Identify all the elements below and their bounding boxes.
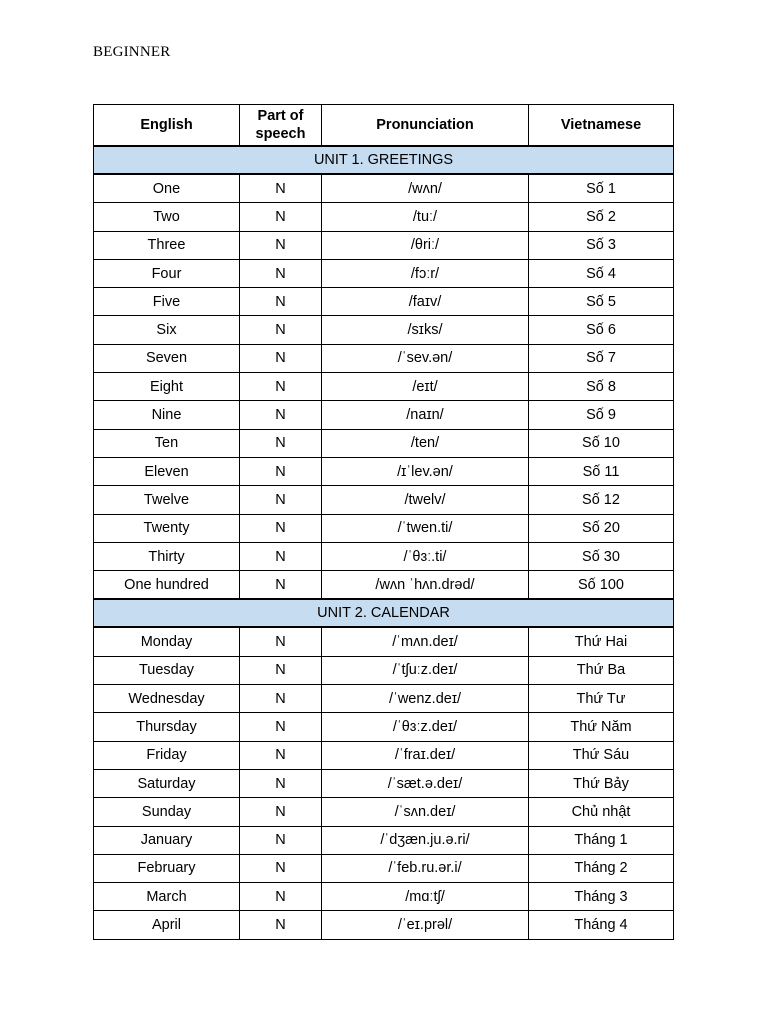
cell-part-of-speech: N xyxy=(240,373,322,401)
cell-vietnamese: Chủ nhật xyxy=(529,798,674,826)
cell-english: Twelve xyxy=(94,486,240,514)
cell-part-of-speech: N xyxy=(240,288,322,316)
table-row xyxy=(94,457,674,485)
table-body xyxy=(94,146,674,939)
cell-vietnamese: Số 6 xyxy=(529,316,674,344)
cell-english: Tuesday xyxy=(94,656,240,684)
cell-pronunciation: /θriː/ xyxy=(322,231,529,259)
cell-part-of-speech: N xyxy=(240,627,322,656)
cell-pronunciation: /ˈsev.ən/ xyxy=(322,344,529,372)
cell-part-of-speech: N xyxy=(240,656,322,684)
table-row xyxy=(94,401,674,429)
cell-english: Two xyxy=(94,203,240,231)
cell-pronunciation: /ˈtʃuːz.deɪ/ xyxy=(322,656,529,684)
cell-english: Monday xyxy=(94,627,240,656)
table-row xyxy=(94,883,674,911)
table-row xyxy=(94,344,674,372)
cell-vietnamese: Số 8 xyxy=(529,373,674,401)
cell-vietnamese: Thứ Sáu xyxy=(529,741,674,769)
cell-pronunciation: /wʌn/ xyxy=(322,174,529,203)
table-row xyxy=(94,627,674,656)
cell-english: Friday xyxy=(94,741,240,769)
cell-vietnamese: Số 20 xyxy=(529,514,674,542)
cell-vietnamese: Tháng 2 xyxy=(529,854,674,882)
cell-vietnamese: Số 5 xyxy=(529,288,674,316)
cell-pronunciation: /mɑːtʃ/ xyxy=(322,883,529,911)
cell-vietnamese: Số 2 xyxy=(529,203,674,231)
cell-part-of-speech: N xyxy=(240,486,322,514)
cell-vietnamese: Số 100 xyxy=(529,571,674,600)
cell-english: Eight xyxy=(94,373,240,401)
unit-title: UNIT 2. CALENDAR xyxy=(94,599,674,627)
cell-vietnamese: Thứ Hai xyxy=(529,627,674,656)
cell-part-of-speech: N xyxy=(240,203,322,231)
cell-english: Wednesday xyxy=(94,685,240,713)
table-row xyxy=(94,203,674,231)
cell-english: Ten xyxy=(94,429,240,457)
table-row xyxy=(94,429,674,457)
cell-vietnamese: Tháng 4 xyxy=(529,911,674,939)
table-row xyxy=(94,373,674,401)
cell-english: March xyxy=(94,883,240,911)
table-row xyxy=(94,656,674,684)
cell-pronunciation: /ɪˈlev.ən/ xyxy=(322,457,529,485)
table-row xyxy=(94,486,674,514)
unit-header-row xyxy=(94,599,674,627)
cell-part-of-speech: N xyxy=(240,685,322,713)
cell-english: Twenty xyxy=(94,514,240,542)
cell-english: One xyxy=(94,174,240,203)
cell-vietnamese: Số 10 xyxy=(529,429,674,457)
cell-vietnamese: Số 9 xyxy=(529,401,674,429)
table-row xyxy=(94,514,674,542)
cell-vietnamese: Thứ Tư xyxy=(529,685,674,713)
cell-part-of-speech: N xyxy=(240,401,322,429)
cell-english: Sunday xyxy=(94,798,240,826)
cell-vietnamese: Số 30 xyxy=(529,542,674,570)
cell-pronunciation: /sɪks/ xyxy=(322,316,529,344)
cell-english: Five xyxy=(94,288,240,316)
cell-pronunciation: /tuː/ xyxy=(322,203,529,231)
cell-english: Seven xyxy=(94,344,240,372)
header-pronunciation: Pronunciation xyxy=(322,105,529,147)
cell-pronunciation: /fɔːr/ xyxy=(322,259,529,287)
unit-header-row xyxy=(94,146,674,174)
cell-part-of-speech: N xyxy=(240,429,322,457)
table-row xyxy=(94,288,674,316)
table-row xyxy=(94,316,674,344)
table-row xyxy=(94,741,674,769)
cell-vietnamese: Thứ Bảy xyxy=(529,769,674,797)
unit-title: UNIT 1. GREETINGS xyxy=(94,146,674,174)
cell-english: Nine xyxy=(94,401,240,429)
cell-part-of-speech: N xyxy=(240,798,322,826)
cell-vietnamese: Số 7 xyxy=(529,344,674,372)
header-english: English xyxy=(94,105,240,147)
cell-part-of-speech: N xyxy=(240,883,322,911)
cell-part-of-speech: N xyxy=(240,826,322,854)
cell-part-of-speech: N xyxy=(240,911,322,939)
cell-vietnamese: Số 3 xyxy=(529,231,674,259)
table-row xyxy=(94,713,674,741)
cell-pronunciation: /twelv/ xyxy=(322,486,529,514)
cell-english: Four xyxy=(94,259,240,287)
header-row xyxy=(94,105,674,147)
cell-vietnamese: Số 11 xyxy=(529,457,674,485)
cell-pronunciation: /ten/ xyxy=(322,429,529,457)
cell-pronunciation: /faɪv/ xyxy=(322,288,529,316)
cell-pronunciation: /ˈtwen.ti/ xyxy=(322,514,529,542)
table-row xyxy=(94,826,674,854)
cell-english: Eleven xyxy=(94,457,240,485)
cell-vietnamese: Tháng 1 xyxy=(529,826,674,854)
cell-english: April xyxy=(94,911,240,939)
cell-pronunciation: /ˈθɜː.ti/ xyxy=(322,542,529,570)
cell-part-of-speech: N xyxy=(240,231,322,259)
cell-english: Thursday xyxy=(94,713,240,741)
cell-part-of-speech: N xyxy=(240,854,322,882)
cell-part-of-speech: N xyxy=(240,457,322,485)
cell-vietnamese: Tháng 3 xyxy=(529,883,674,911)
cell-english: Thirty xyxy=(94,542,240,570)
cell-part-of-speech: N xyxy=(240,542,322,570)
cell-english: One hundred xyxy=(94,571,240,600)
table-row xyxy=(94,911,674,939)
table-row xyxy=(94,542,674,570)
cell-part-of-speech: N xyxy=(240,713,322,741)
table-row xyxy=(94,174,674,203)
table-row xyxy=(94,571,674,600)
cell-pronunciation: /eɪt/ xyxy=(322,373,529,401)
level-heading: BEGINNER xyxy=(93,44,171,60)
cell-part-of-speech: N xyxy=(240,514,322,542)
cell-vietnamese: Thứ Ba xyxy=(529,656,674,684)
cell-part-of-speech: N xyxy=(240,741,322,769)
cell-english: Three xyxy=(94,231,240,259)
cell-vietnamese: Số 12 xyxy=(529,486,674,514)
cell-english: February xyxy=(94,854,240,882)
cell-pronunciation: /ˈθɜːz.deɪ/ xyxy=(322,713,529,741)
cell-english: Six xyxy=(94,316,240,344)
cell-vietnamese: Số 1 xyxy=(529,174,674,203)
cell-pronunciation: /ˈsæt.ə.deɪ/ xyxy=(322,769,529,797)
cell-part-of-speech: N xyxy=(240,316,322,344)
cell-pronunciation: /ˈsʌn.deɪ/ xyxy=(322,798,529,826)
table-row xyxy=(94,231,674,259)
cell-pronunciation: /naɪn/ xyxy=(322,401,529,429)
cell-pronunciation: /wʌn ˈhʌn.drəd/ xyxy=(322,571,529,600)
cell-english: Saturday xyxy=(94,769,240,797)
header-vietnamese: Vietnamese xyxy=(529,105,674,147)
vocabulary-table xyxy=(93,104,674,940)
cell-pronunciation: /ˈfraɪ.deɪ/ xyxy=(322,741,529,769)
table-row xyxy=(94,854,674,882)
cell-pronunciation: /ˈwenz.deɪ/ xyxy=(322,685,529,713)
cell-part-of-speech: N xyxy=(240,174,322,203)
cell-part-of-speech: N xyxy=(240,571,322,600)
table-row xyxy=(94,685,674,713)
cell-part-of-speech: N xyxy=(240,259,322,287)
cell-pronunciation: /ˈdʒæn.ju.ə.ri/ xyxy=(322,826,529,854)
cell-pronunciation: /ˈmʌn.deɪ/ xyxy=(322,627,529,656)
cell-pronunciation: /ˈfeb.ru.ər.i/ xyxy=(322,854,529,882)
table-row xyxy=(94,769,674,797)
cell-pronunciation: /ˈeɪ.prəl/ xyxy=(322,911,529,939)
cell-english: January xyxy=(94,826,240,854)
cell-vietnamese: Thứ Năm xyxy=(529,713,674,741)
table-row xyxy=(94,259,674,287)
cell-part-of-speech: N xyxy=(240,344,322,372)
table-header xyxy=(94,105,674,147)
cell-part-of-speech: N xyxy=(240,769,322,797)
table-row xyxy=(94,798,674,826)
header-part-of-speech: Part of speech xyxy=(240,105,322,147)
cell-vietnamese: Số 4 xyxy=(529,259,674,287)
